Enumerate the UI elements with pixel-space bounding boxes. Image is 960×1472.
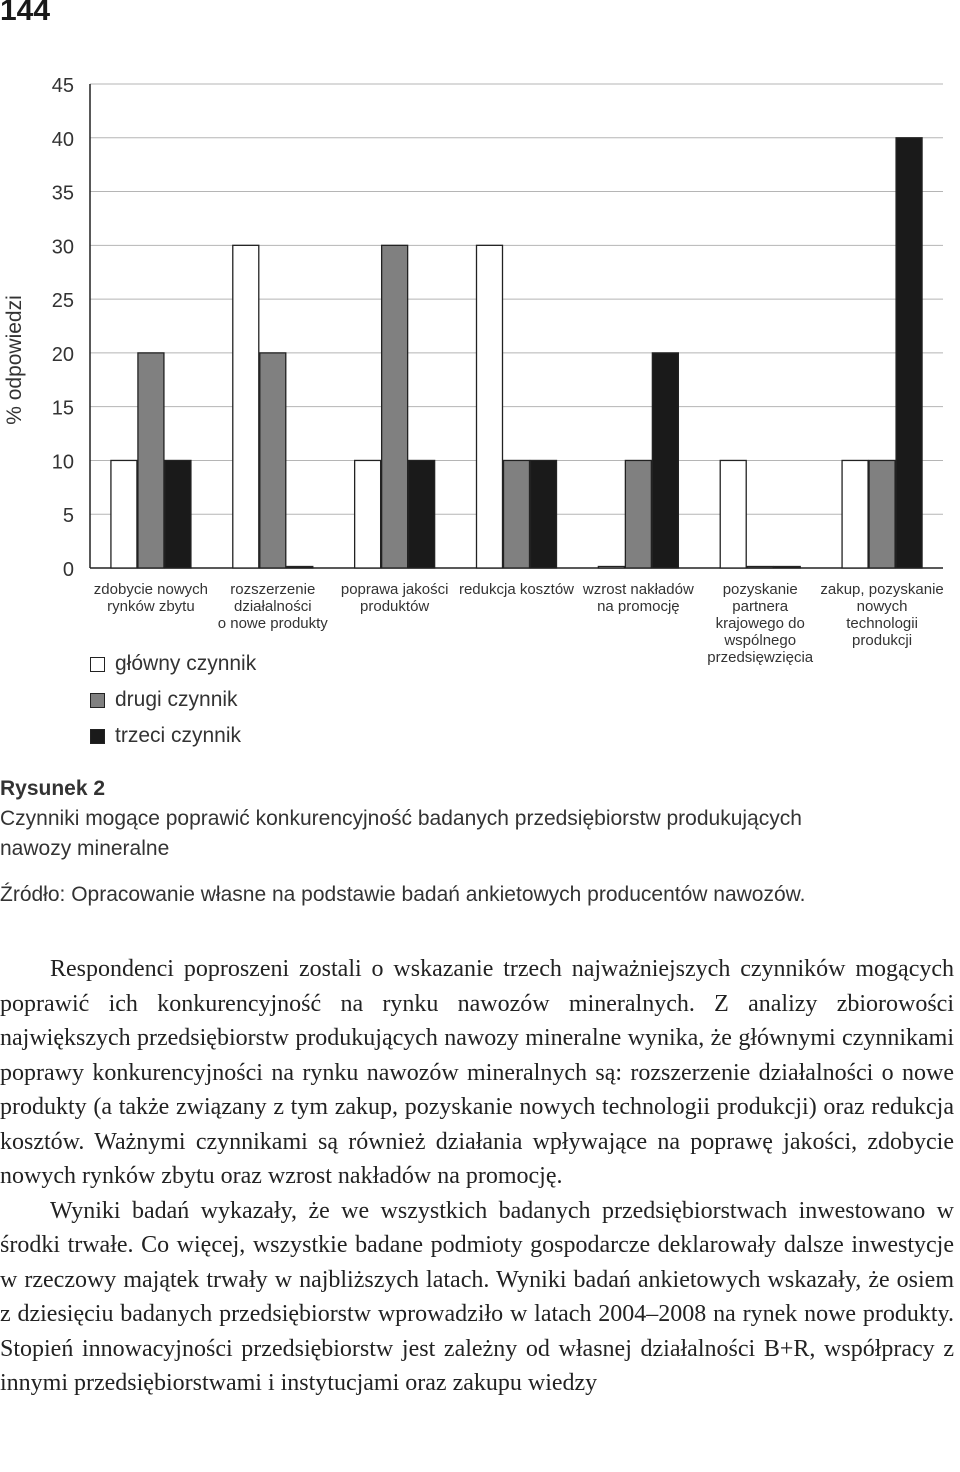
legend-swatch-third xyxy=(90,729,105,744)
x-category-label-7-3: technologii xyxy=(846,615,918,632)
x-category-label-2-3: o nowe produkty xyxy=(217,615,328,632)
bar-1-5 xyxy=(598,567,624,569)
legend-item-third xyxy=(90,718,256,754)
chart-legend xyxy=(90,646,256,754)
x-category-label-1-1: zdobycie nowych xyxy=(93,581,209,598)
y-tick-label-15: 15 xyxy=(51,397,74,420)
y-tick-label-5: 5 xyxy=(62,505,74,528)
figure-caption xyxy=(0,804,960,864)
figure-label: Rysunek 2 xyxy=(0,777,106,800)
bar-1-7 xyxy=(842,460,868,568)
bar-1-6 xyxy=(720,460,746,568)
y-tick-label-10: 10 xyxy=(51,451,74,474)
bar-2-5 xyxy=(625,460,651,568)
bar-3-2 xyxy=(287,567,313,569)
bar-2-2 xyxy=(260,353,286,568)
page-number: 144 xyxy=(0,0,51,27)
x-category-label-5-2: na promocję xyxy=(597,598,680,615)
figure-caption-line-2: nawozy mineralne xyxy=(0,837,170,860)
y-tick-label-30: 30 xyxy=(51,236,74,259)
x-category-label-5-1: wzrost nakładów xyxy=(582,581,694,598)
y-tick-label-40: 40 xyxy=(51,128,74,151)
x-category-label-7-1: zakup, pozyskanie xyxy=(820,581,944,598)
x-category-label-2-2: działalności xyxy=(234,598,312,615)
bar-3-3 xyxy=(409,460,435,568)
bar-2-4 xyxy=(504,460,530,568)
bar-2-6 xyxy=(747,567,773,569)
legend-label-third: trzeci czynnik xyxy=(115,724,242,747)
bar-2-1 xyxy=(138,353,164,568)
x-category-label-6-2: partnera xyxy=(732,598,789,615)
x-category-label-6-5: przedsięwzięcia xyxy=(707,649,814,666)
bar-1-4 xyxy=(477,245,503,568)
bar-2-3 xyxy=(382,245,408,568)
bar-2-7 xyxy=(869,460,895,568)
figure-source: Źródło: Opracowanie własne na podstawie badań ankietowych producentów nawozów. xyxy=(0,883,806,906)
legend-swatch-main xyxy=(90,657,105,672)
x-category-label-6-1: pozyskanie xyxy=(722,581,798,598)
y-axis-label: % odpowiedzi xyxy=(3,295,26,425)
y-tick-label-25: 25 xyxy=(51,290,74,313)
x-category-label-1-2: rynków zbytu xyxy=(107,598,195,615)
bar-3-5 xyxy=(652,353,678,568)
bar-3-4 xyxy=(531,460,557,568)
y-tick-label-0: 0 xyxy=(62,559,74,581)
x-category-label-3-1: poprawa jakości xyxy=(340,581,449,598)
x-category-label-4-1: redukcja kosztów xyxy=(458,581,575,598)
x-category-label-7-2: nowych xyxy=(856,598,908,615)
x-category-label-6-3: krajowego do xyxy=(715,615,805,632)
bar-3-7 xyxy=(896,138,922,568)
legend-label-main: główny czynnik xyxy=(115,652,257,675)
y-tick-label-35: 35 xyxy=(51,182,74,205)
bar-3-1 xyxy=(165,460,191,568)
y-tick-label-45: 45 xyxy=(51,75,74,97)
x-category-label-6-4: wspólnego xyxy=(724,632,797,649)
bar-3-6 xyxy=(774,567,800,569)
legend-swatch-second xyxy=(90,693,105,708)
x-category-label-7-4: produkcji xyxy=(852,632,913,649)
paragraph-1: Respondenci poproszeni zostali o wskazanie trzech najważniejszych czynników mogących poprawić ich konkurencyjność na rynku nawozów mineralnych. Z analizy zbiorowości największych przedsiębiorstw produkujących nawozy mineralne wynika, że głównymi czynnikami poprawy konkurencyjności na rynku nawozów mineralnych są: rozszerzenie działalności o nowe produkty (a także związany z tym zakup, pozyskanie nowych technologii produkcji) oraz redukcja kosztów. Ważnymi czynnikami są również działania wpływające na poprawę jakości, zdobycie nowych rynków zbytu oraz wzrost nakładów na promocję. xyxy=(0,956,954,1189)
bar-1-3 xyxy=(355,460,381,568)
y-tick-label-20: 20 xyxy=(51,343,74,366)
bar-1-1 xyxy=(111,460,137,568)
bar-1-2 xyxy=(233,245,259,568)
legend-item-main xyxy=(90,646,256,682)
figure-caption-line-1: Czynniki mogące poprawić konkurencyjność badanych przedsiębiorstw produkujących xyxy=(0,807,802,830)
legend-item-second xyxy=(90,682,256,718)
legend-label-second: drugi czynnik xyxy=(115,688,238,711)
x-category-label-2-1: rozszerzenie xyxy=(230,581,316,598)
paragraph-2: Wyniki badań wykazały, że we wszystkich badanych przedsiębiorstwach inwestowano w środki trwałe. Co więcej, wszystkie badane podmioty gospodarcze deklarowały dalsze inwestycje w rzeczowy majątek trwały w najbliższych latach. Wyniki badań ankietowych wskazały, że osiem z dziesięciu badanych przedsiębiorstw wprowadziło w latach 2004–2008 na rynek nowe produkty. Stopień innowacyjności przedsiębiorstw jest zależny od własnej działalności B+R, współpracy z innymi przedsiębiorstwami i instytucjami oraz zakupu wiedzy xyxy=(0,1197,954,1396)
body-text xyxy=(0,952,954,1401)
x-category-label-3-2: produktów xyxy=(360,598,430,615)
